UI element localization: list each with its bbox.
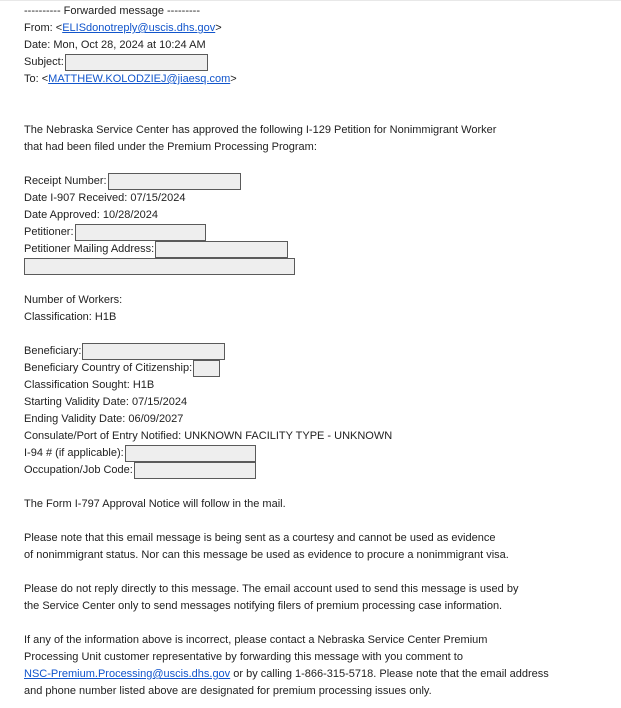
contact-line-1: If any of the information above is incorrect, please contact a Nebraska Service Center Premium — [24, 634, 488, 646]
to-email-link[interactable]: MATTHEW.KOLODZIEJ@jiaesq.com — [48, 73, 231, 85]
beneficiary-line: Beneficiary: — [24, 343, 614, 360]
start-validity-line: Starting Validity Date: 07/15/2024 — [24, 396, 188, 408]
country-redaction — [193, 360, 220, 377]
date-text: Date: Mon, Oct 28, 2024 at 10:24 AM — [24, 39, 206, 51]
date-line — [24, 37, 614, 54]
top-divider — [0, 0, 621, 1]
forwarded-header — [24, 3, 614, 20]
petitioner-redaction — [75, 224, 206, 241]
contact-line-3: NSC-Premium.Processing@uscis.dhs.gov or by calling 1-866-315-5718. Please note that the email address — [24, 666, 614, 683]
from-close: > — [215, 22, 222, 34]
courtesy-line-1: Please note that this email message is being sent as a courtesy and cannot be used as evidence — [24, 532, 496, 544]
from-email-link[interactable]: ELISdonotreply@uscis.dhs.gov — [62, 22, 216, 34]
classification-sought-line: Classification Sought: H1B — [24, 379, 155, 391]
classification-line: Classification: H1B — [24, 311, 117, 323]
subject-label: Subject: — [24, 56, 64, 68]
occupation-line: Occupation/Job Code: — [24, 462, 614, 479]
from-label: From: < — [24, 22, 63, 34]
intro-line-1: The Nebraska Service Center has approved the following I-129 Petition for Nonimmigrant Worker — [24, 124, 497, 136]
occupation-redaction — [134, 462, 256, 479]
end-validity-line: Ending Validity Date: 06/09/2027 — [24, 413, 184, 425]
noreply-line-1: Please do not reply directly to this message. The email account used to send this message is used by — [24, 583, 519, 595]
receipt-number-line: Receipt Number: — [24, 173, 614, 190]
from-line — [24, 20, 614, 37]
approval-notice-line: The Form I-797 Approval Notice will follow in the mail. — [24, 498, 286, 510]
subject-redaction — [65, 54, 208, 71]
petitioner-line: Petitioner: — [24, 224, 614, 241]
noreply-line-2: the Service Center only to send messages notifying filers of premium processing case information. — [24, 600, 503, 612]
mailing-address-line: Petitioner Mailing Address: — [24, 241, 614, 258]
email-body — [24, 3, 614, 700]
i94-redaction — [125, 445, 256, 462]
mailing-address-line-2 — [24, 258, 614, 275]
consulate-line: Consulate/Port of Entry Notified: UNKNOWN FACILITY TYPE - UNKNOWN — [24, 430, 393, 442]
i94-line: I-94 # (if applicable): — [24, 445, 614, 462]
country-line: Beneficiary Country of Citizenship: — [24, 360, 614, 377]
contact-line-4: and phone number listed above are designated for premium processing issues only. — [24, 685, 432, 697]
date-i907-line: Date I-907 Received: 07/15/2024 — [24, 192, 186, 204]
receipt-number-redaction — [108, 173, 241, 190]
intro-line-2: that had been filed under the Premium Processing Program: — [24, 141, 317, 153]
to-label: To: < — [24, 73, 49, 85]
contact-line-2: Processing Unit customer representative by forwarding this message with you comment to — [24, 651, 463, 663]
nsc-premium-email-link[interactable]: NSC-Premium.Processing@uscis.dhs.gov — [24, 668, 231, 680]
subject-line — [24, 54, 614, 71]
beneficiary-redaction — [82, 343, 225, 360]
courtesy-line-2: of nonimmigrant status. Nor can this message be used as evidence to procure a nonimmigrant visa. — [24, 549, 509, 561]
forwarded-text: ---------- Forwarded message --------- — [24, 5, 200, 17]
to-line — [24, 71, 614, 88]
mailing-address-redaction-2 — [24, 258, 295, 275]
mailing-address-redaction — [155, 241, 288, 258]
workers-line: Number of Workers: — [24, 294, 123, 306]
to-close: > — [230, 73, 237, 85]
date-approved-line: Date Approved: 10/28/2024 — [24, 209, 158, 221]
